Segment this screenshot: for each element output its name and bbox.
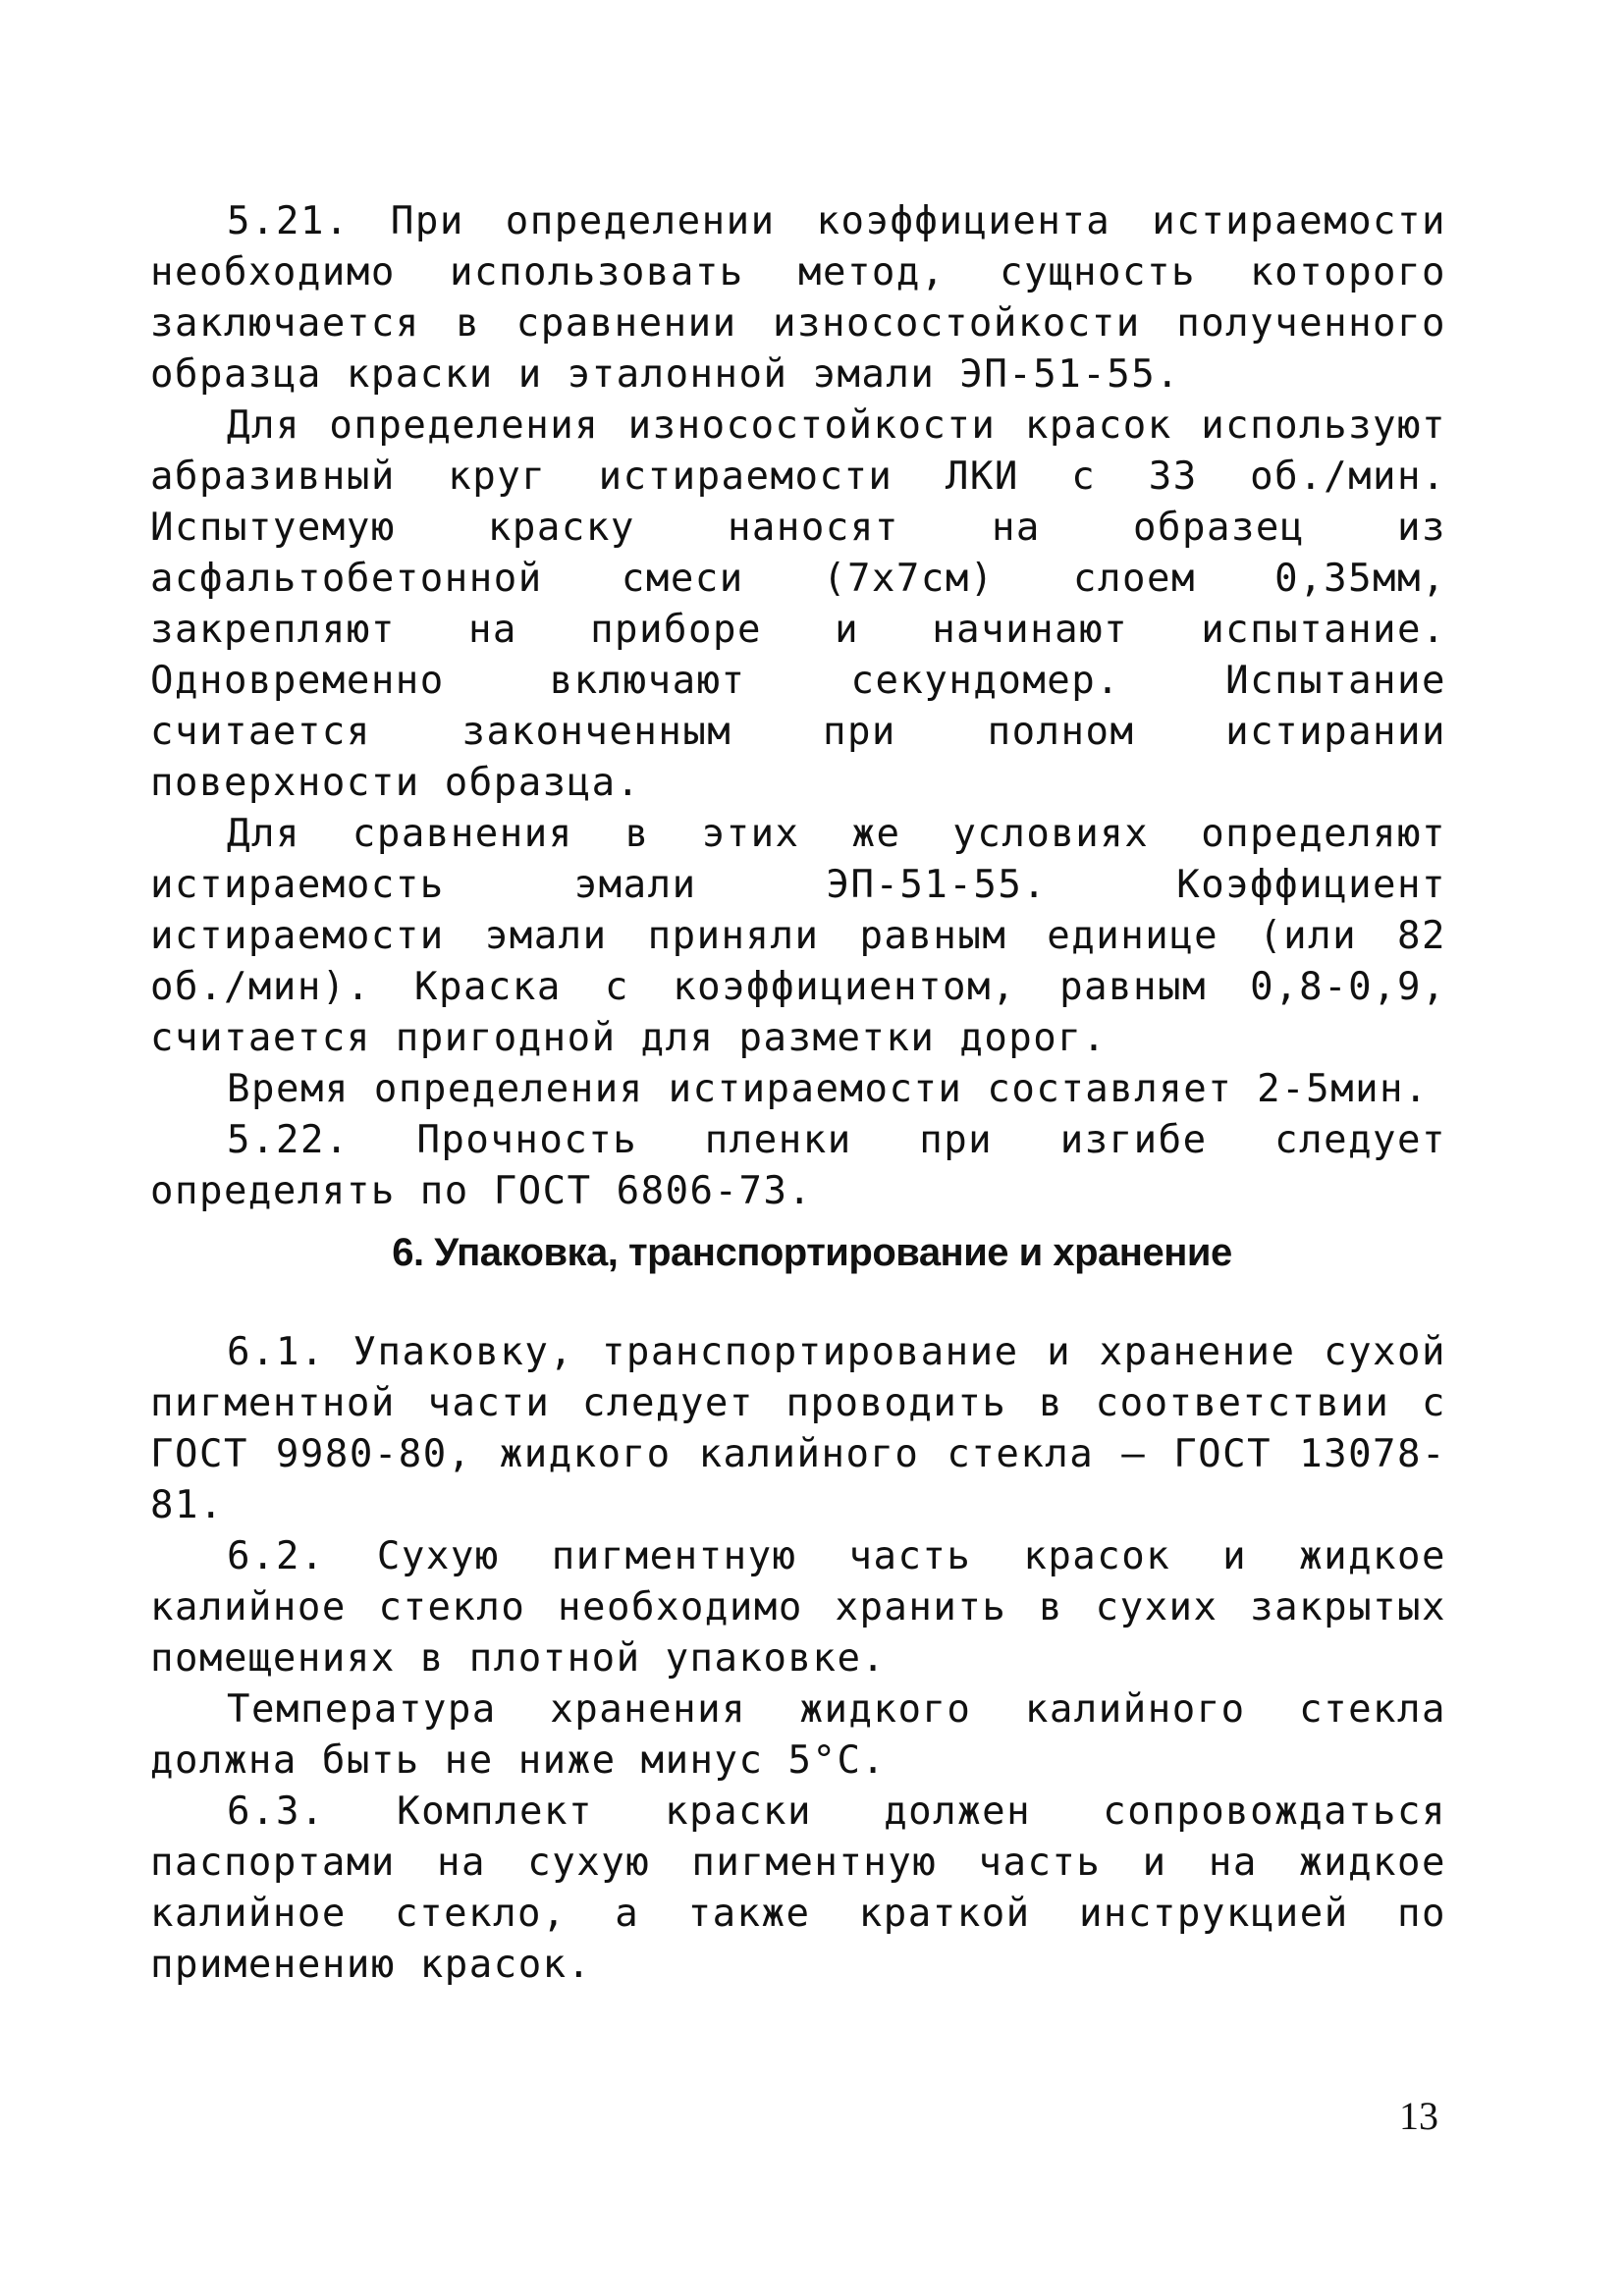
paragraph-abrasion-method: Для определения износостойкости красок используют абразивный круг истираемости ЛКИ с 33 об./мин. Испытуемую краску наносят на образец из асфальтобетонной смеси (7х7см) слоем 0,35мм, закрепляют на приборе и начинают испытание. Одновременно включают секундомер. Испытание считается законченным при полном истирании поверхности образца. [150, 403, 1446, 805]
paragraph-test-time: Время определения истираемости составляет 2-5мин. [227, 1067, 1430, 1111]
paragraph-6-2: 6.2. Сухую пигментную часть красок и жидкое калийное стекло необходимо хранить в сухих закрытых помещениях в плотной упаковке. [150, 1534, 1446, 1681]
section-5-text [150, 196, 1446, 1217]
paragraph-6-3: 6.3. Комплект краски должен сопровождаться паспортами на сухую пигментную часть и на жидкое калийное стекло, а также краткой инструкцией по применению красок. [150, 1789, 1446, 1987]
paragraph-6-1: 6.1. Упаковку, транспортирование и хранение сухой пигментной части следует проводить в соответствии с ГОСТ 9980-80, жидкого калийного стекла – ГОСТ 13078-81. [150, 1330, 1446, 1527]
paragraph-5-21: 5.21. При определении коэффициента истираемости необходимо использовать метод, сущность которого заключается в сравнении износостойкости полученного образца краски и эталонной эмали ЭП-51-55. [150, 199, 1446, 397]
section-6-heading: 6. Упаковка, транспортирование и хранение [392, 1231, 1232, 1274]
paragraph-comparison: Для сравнения в этих же условиях определяют истираемость эмали ЭП-51-55. Коэффициент истираемости эмали приняли равным единице (или 82 об./мин). Краска с коэффициентом, равным 0,8-0,9, считается пригодной для разметки дорог. [150, 812, 1446, 1060]
paragraph-storage-temperature: Температура хранения жидкого калийного стекла должна быть не ниже минус 5°С. [150, 1687, 1446, 1783]
page-number: 13 [1399, 2094, 1438, 2138]
paragraph-5-22: 5.22. Прочность пленки при изгибе следует определять по ГОСТ 6806-73. [150, 1118, 1446, 1213]
section-6-text [150, 1327, 1446, 1991]
